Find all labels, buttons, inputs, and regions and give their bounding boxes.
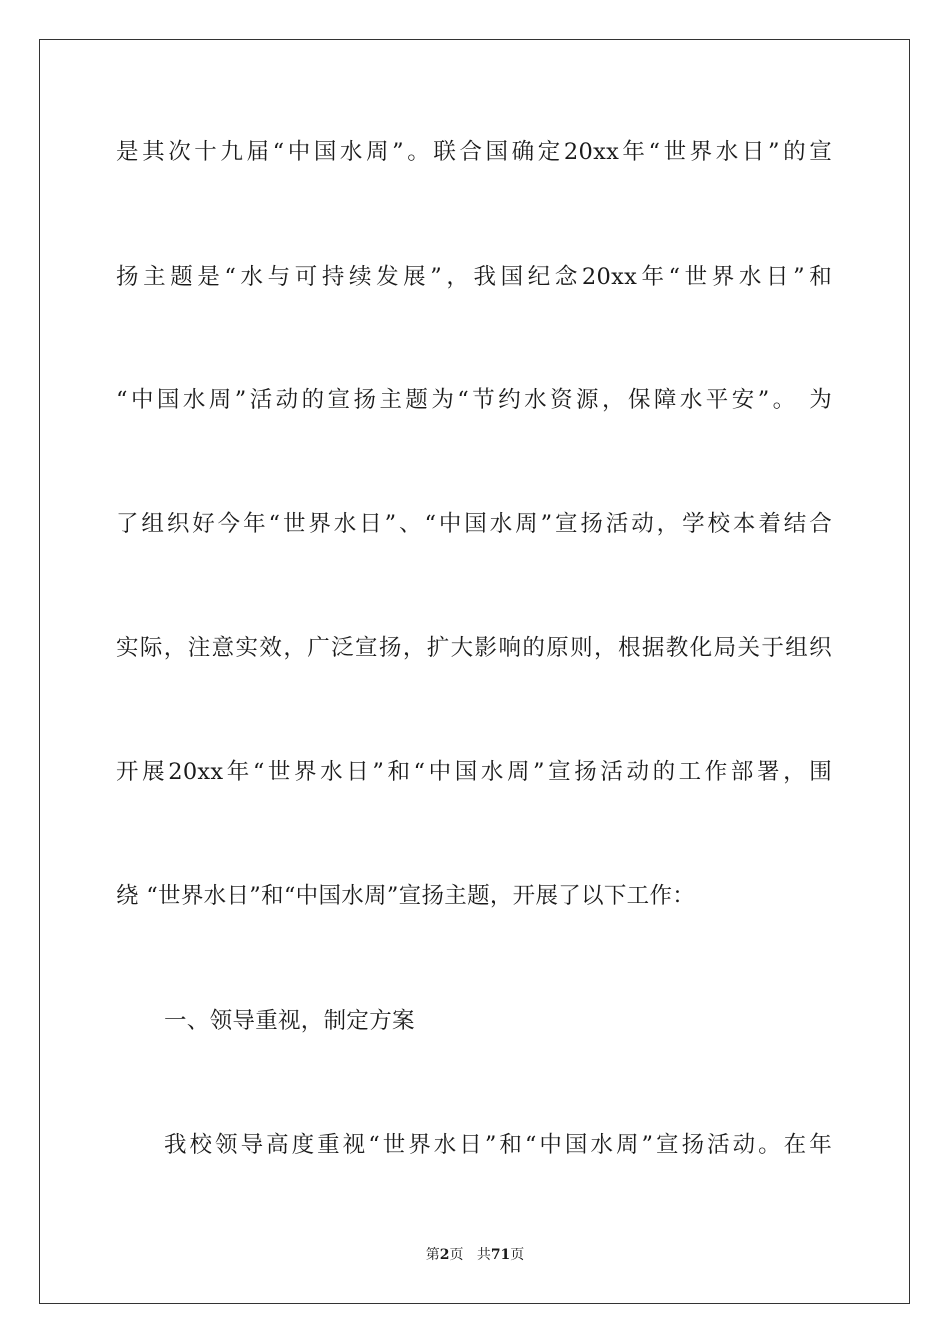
page-footer (0, 1245, 950, 1265)
body-line-7: 绕 “世界水日”和“中国水周”宣扬主题，开展了以下工作： (116, 883, 696, 909)
footer-total-pages: 71 (490, 1247, 511, 1263)
body-line-2: 扬主题是“水与可持续发展”，我国纪念20xx年“世界水日”和 (116, 264, 832, 290)
body-line-4: 了组织好今年“世界水日”、“中国水周”宣扬活动，学校本着结合 (116, 511, 832, 537)
footer-total-prefix: 共 (476, 1247, 491, 1263)
body-line-5: 实际，注意实效，广泛宣扬，扩大影响的原则，根据教化局关于组织 (116, 635, 832, 661)
body-line-1: 是其次十九届“中国水周”。联合国确定20xx年“世界水日”的宣 (116, 139, 832, 165)
footer-total-suffix: 页 (510, 1247, 525, 1263)
body-line-9: 我校领导高度重视“世界水日”和“中国水周”宣扬活动。在年 (164, 1132, 832, 1158)
body-line-3: “中国水周”活动的宣扬主题为“节约水资源，保障水平安”。 为 (116, 387, 832, 413)
footer-current-page: 2 (439, 1247, 450, 1263)
section-heading: 一、领导重视，制定方案 (164, 1008, 415, 1034)
footer-page-suffix: 页 (449, 1247, 464, 1263)
page-border (39, 39, 910, 1304)
body-line-6: 开展20xx年“世界水日”和“中国水周”宣扬活动的工作部署，围 (116, 759, 832, 785)
footer-page-prefix: 第 (425, 1247, 440, 1263)
